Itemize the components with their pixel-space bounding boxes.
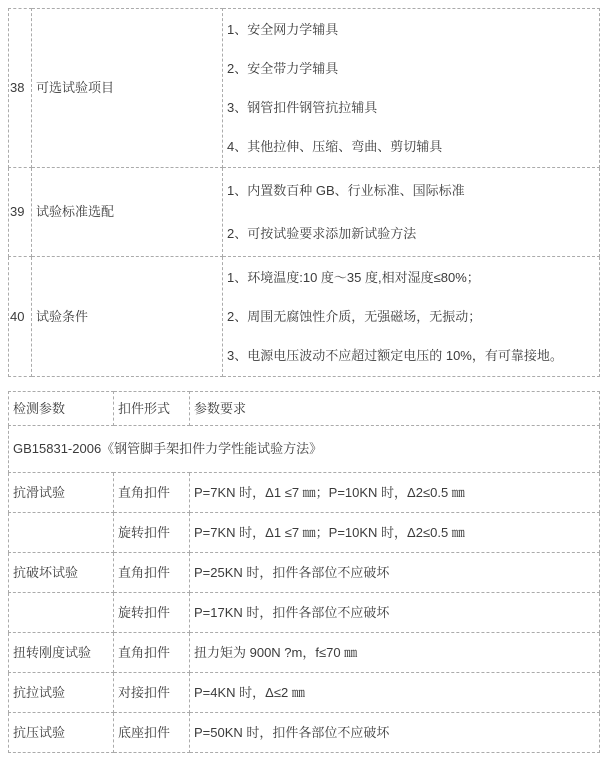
table-row	[9, 633, 600, 673]
fitting-type: 底座扣件	[114, 713, 190, 753]
requirement: 扭力矩为 900N ?m，f≤70 ㎜	[190, 633, 600, 673]
fitting-type: 直角扣件	[114, 553, 190, 593]
spec-item-name: 试验标准选配	[32, 168, 223, 257]
param-name: 抗破坏试验	[9, 553, 114, 593]
list-item: 1、环境温度:10 度～35 度,相对湿度≤80%；	[227, 269, 480, 285]
spec-item-list	[223, 257, 600, 377]
list-item: 2、周围无腐蚀性介质，无强磁场，无振动；	[227, 308, 482, 324]
spec-item-name: 可选试验项目	[32, 9, 223, 168]
spec-item-name: 试验条件	[32, 257, 223, 377]
table-row	[9, 713, 600, 753]
list-item: 1、内置数百种 GB、行业标准、国际标准	[227, 182, 465, 198]
spec-item-list	[223, 168, 600, 257]
param-name: 抗滑试验	[9, 473, 114, 513]
fitting-type: 直角扣件	[114, 473, 190, 513]
requirement: P=25KN 时，扣件各部位不应破坏	[190, 553, 600, 593]
header-param: 检测参数	[9, 392, 114, 426]
param-name: 扭转刚度试验	[9, 633, 114, 673]
requirement: P=7KN 时，Δ1 ≤7 ㎜；P=10KN 时，Δ2≤0.5 ㎜	[190, 513, 600, 553]
fitting-type: 旋转扣件	[114, 593, 190, 633]
row-number: 40	[9, 257, 32, 377]
param-name: 抗压试验	[9, 713, 114, 753]
list-item: 3、电源电压波动不应超过额定电压的 10%，有可靠接地。	[227, 347, 563, 363]
param-name	[9, 593, 114, 633]
list-item: 4、其他拉伸、压缩、弯曲、剪切辅具	[227, 138, 443, 154]
list-item: 2、安全带力学辅具	[227, 60, 339, 76]
param-name	[9, 513, 114, 553]
param-table	[8, 391, 600, 753]
table-row	[9, 9, 600, 168]
param-name: 抗拉试验	[9, 673, 114, 713]
requirement: P=50KN 时，扣件各部位不应破坏	[190, 713, 600, 753]
table-row	[9, 168, 600, 257]
list-item: 2、可按试验要求添加新试验方法	[227, 225, 417, 241]
fitting-type: 直角扣件	[114, 633, 190, 673]
fitting-type: 对接扣件	[114, 673, 190, 713]
standard-title: GB15831-2006《钢管脚手架扣件力学性能试验方法》	[9, 426, 600, 473]
requirement: P=4KN 时，Δ≤2 ㎜	[190, 673, 600, 713]
fitting-type: 旋转扣件	[114, 513, 190, 553]
table-row	[9, 673, 600, 713]
table-row	[9, 473, 600, 513]
list-item: 1、安全网力学辅具	[227, 21, 339, 37]
table-row	[9, 513, 600, 553]
header-fitting-type: 扣件形式	[114, 392, 190, 426]
row-number: 39	[9, 168, 32, 257]
standard-row	[9, 426, 600, 473]
requirement: P=17KN 时，扣件各部位不应破坏	[190, 593, 600, 633]
requirement: P=7KN 时，Δ1 ≤7 ㎜；P=10KN 时，Δ2≤0.5 ㎜	[190, 473, 600, 513]
list-item: 3、钢管扣件钢管抗拉辅具	[227, 99, 378, 115]
spec-item-list	[223, 9, 600, 168]
table-row	[9, 257, 600, 377]
table-header-row	[9, 392, 600, 426]
table-row	[9, 593, 600, 633]
spec-table	[8, 8, 600, 377]
table-row	[9, 553, 600, 593]
header-requirement: 参数要求	[190, 392, 600, 426]
row-number: 38	[9, 9, 32, 168]
